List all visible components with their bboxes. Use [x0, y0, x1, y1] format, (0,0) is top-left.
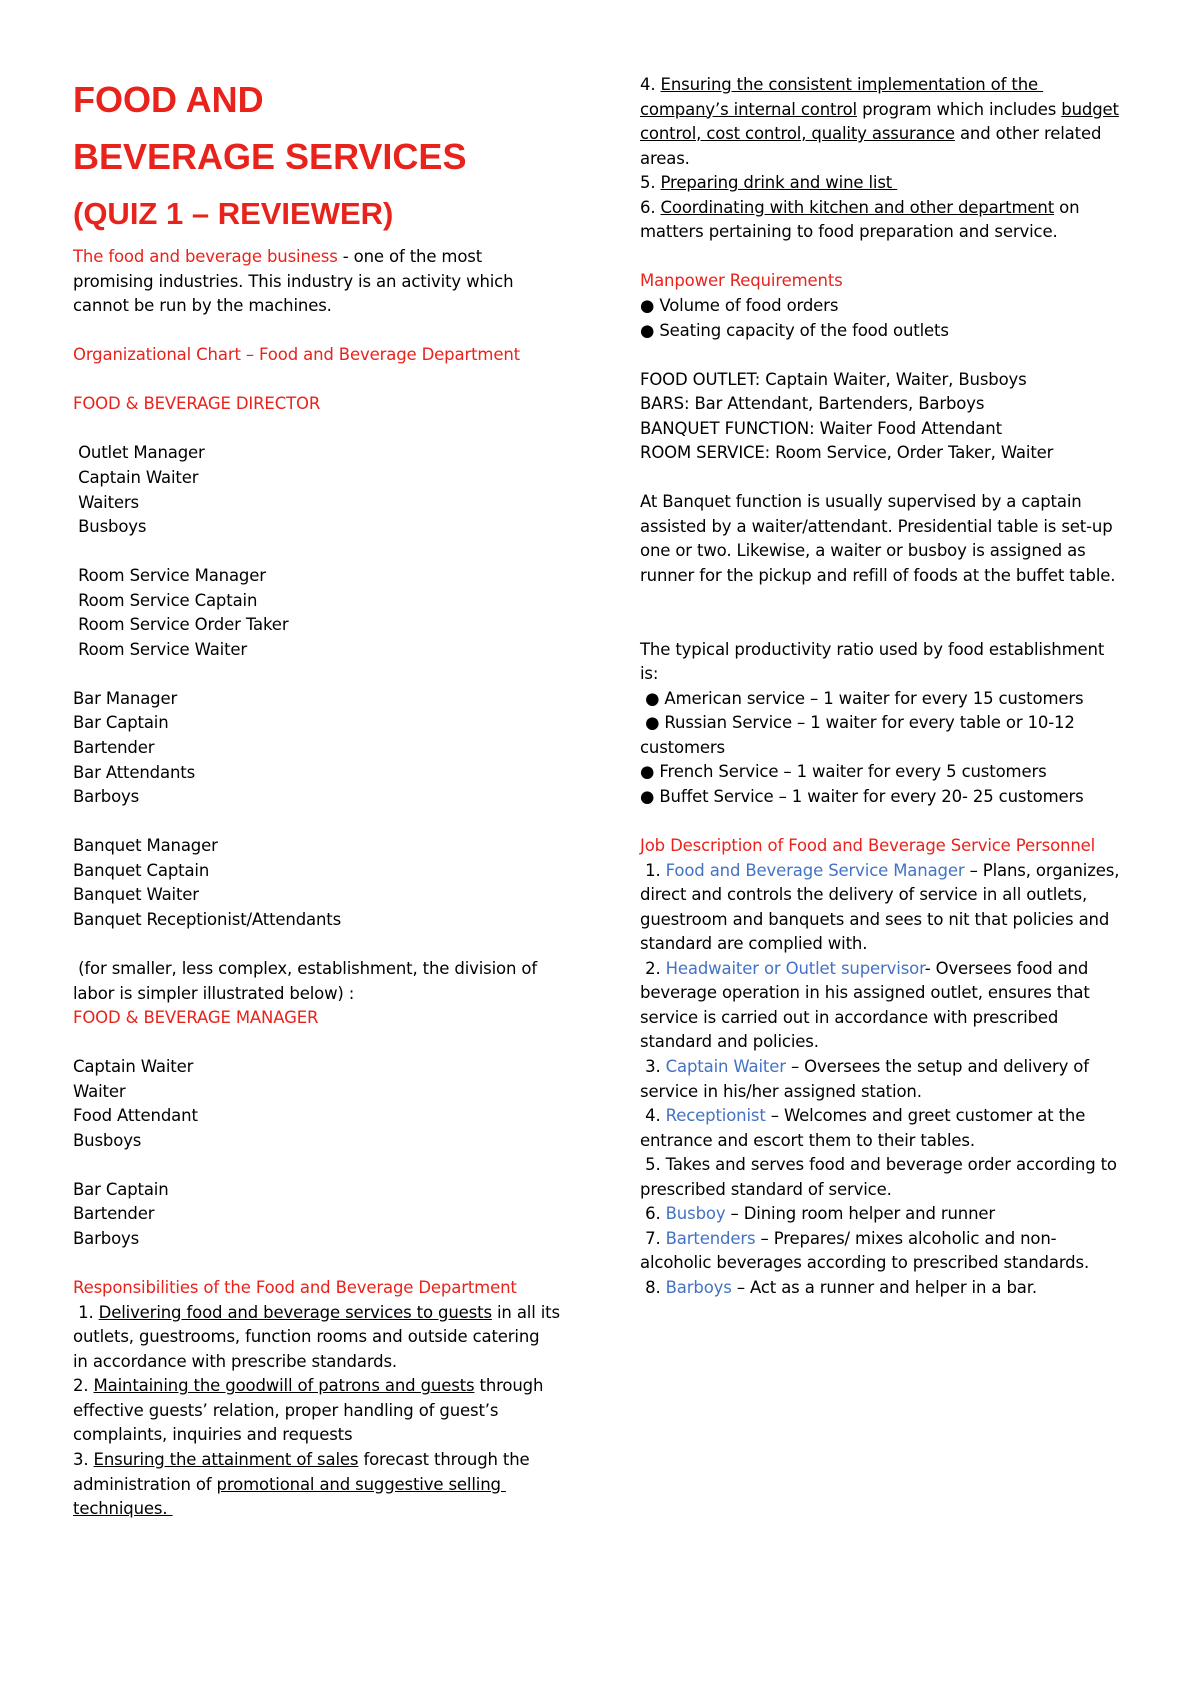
right-text-line [640, 539, 1086, 563]
right-text-line [640, 1080, 922, 1104]
left-text-line [73, 1399, 498, 1423]
text-run: Ensuring the consistent implementation of the [660, 75, 1044, 94]
text-run: BANQUET FUNCTION: Waiter Food Attendant [640, 418, 1002, 438]
text-run: Coordinating with kitchen and other department [660, 197, 1055, 217]
text-run: direct and controls the delivery of service in all outlets, [640, 885, 1088, 905]
text-run: Busboys [73, 517, 147, 537]
text-run: Delivering food and beverage services to guests [98, 1302, 492, 1322]
text-run: ● American service – 1 waiter for every 15 customers [640, 688, 1084, 708]
right-text-line [640, 834, 1095, 858]
right-text-line [640, 883, 1087, 907]
left-text-line [73, 982, 354, 1006]
left-text-line [73, 392, 320, 416]
text-run: 1. [73, 1302, 99, 1322]
text-run: 4. [640, 1106, 666, 1126]
text-run: At Banquet function is usually supervised by a captain [640, 492, 1082, 512]
right-text-line [640, 392, 984, 416]
text-run: Maintaining the goodwill of patrons and guests [93, 1376, 475, 1396]
left-text-line [73, 859, 209, 883]
right-text-line [640, 122, 1101, 146]
left-text-line [73, 1325, 539, 1349]
text-run: service in his/her assigned station. [640, 1081, 922, 1101]
text-run: 2. [73, 1376, 94, 1396]
right-text-line [640, 1006, 1058, 1030]
left-text-line [73, 1080, 125, 1104]
text-run: Bartender [73, 738, 155, 757]
text-run: one or two. Likewise, a waiter or busboy is assigned as [640, 541, 1086, 561]
text-run: 5. Takes and serves food and beverage order according to [640, 1155, 1117, 1175]
text-run: is: [640, 664, 659, 684]
text-run: administration of [73, 1474, 217, 1494]
left-text-line [73, 1202, 154, 1226]
left-text-line [73, 1374, 543, 1398]
left-text-line [73, 957, 537, 981]
right-text-line [640, 638, 1104, 662]
right-text-line [640, 1227, 1057, 1251]
text-run: control, cost control, quality assurance [640, 124, 955, 144]
left-text-line [73, 1104, 198, 1128]
text-run: – Prepares/ mixes alcoholic and non- [755, 1228, 1057, 1248]
text-run: Receptionist [665, 1106, 766, 1126]
text-run: The typical productivity ratio used by food establishment [640, 639, 1105, 659]
left-text-line [73, 343, 520, 367]
right-text-line [640, 1129, 975, 1153]
left-text-line [73, 1227, 139, 1251]
text-run: 6. [640, 197, 661, 217]
text-run: BARS: Bar Attendant, Bartenders, Barboys [640, 394, 985, 414]
left-text-line [73, 1129, 141, 1153]
text-run: Captain Waiter [73, 467, 199, 487]
text-run: Bar Captain [73, 713, 169, 733]
text-run: ● Russian Service – 1 waiter for every table or 10-12 [640, 713, 1075, 733]
left-text-line [73, 1276, 517, 1300]
right-text-line [640, 1251, 1089, 1275]
text-run: Captain Waiter [665, 1057, 786, 1076]
text-run: labor is simpler illustrated below) : [73, 983, 355, 1003]
right-text-line [640, 196, 1079, 220]
right-text-line [640, 859, 1119, 883]
text-run: Food Attendant [73, 1106, 198, 1126]
text-run: effective guests’ relation, proper handling of guest’s [73, 1400, 499, 1420]
text-run: Waiter [73, 1081, 126, 1101]
doc-title-line-3: (QUIZ 1 – REVIEWER) [73, 196, 394, 231]
text-run: entrance and escort them to their tables. [640, 1130, 975, 1150]
text-run: on [1054, 197, 1080, 217]
right-text-line [640, 417, 1002, 441]
text-run: service is carried out in accordance with prescribed [640, 1007, 1059, 1027]
text-run: Barboys [73, 787, 140, 807]
text-run: ● Buffet Service – 1 waiter for every 20- 25 customers [640, 786, 1084, 806]
text-run: runner for the pickup and refill of foods at the buffet table. [640, 566, 1116, 585]
right-text-line [640, 785, 1084, 809]
text-run: matters pertaining to food preparation and service. [640, 222, 1058, 242]
right-text-line [640, 294, 838, 318]
right-text-line [640, 220, 1058, 244]
left-text-line [73, 441, 205, 465]
text-run: and other related [954, 124, 1102, 144]
text-run: Busboys [73, 1130, 142, 1150]
text-run: ● French Service – 1 waiter for every 5 customers [640, 762, 1047, 782]
text-run: Room Service Order Taker [73, 615, 289, 635]
left-text-line [73, 466, 198, 490]
right-text-line [640, 73, 1043, 97]
text-run: – Oversees the setup and delivery of [785, 1057, 1089, 1076]
right-text-line [640, 1055, 1089, 1079]
text-run: 1. [640, 860, 666, 880]
right-text-line [640, 1104, 1085, 1128]
right-text-line [640, 662, 658, 686]
left-text-line [73, 1448, 530, 1472]
text-run: standard and policies. [640, 1032, 819, 1052]
text-run: 3. [73, 1449, 94, 1469]
left-text-line [73, 613, 288, 637]
text-run: budget [1061, 99, 1119, 119]
left-text-line [73, 294, 332, 318]
text-run: Banquet Receptionist/Attendants [73, 909, 342, 929]
text-run: Banquet Waiter [73, 885, 199, 905]
text-run: 5. [640, 173, 661, 193]
right-text-line [640, 687, 1083, 711]
left-text-line [73, 834, 218, 858]
left-text-line [73, 270, 513, 294]
left-text-line [73, 908, 341, 932]
text-run: cannot be run by the machines. [73, 296, 332, 316]
left-text-line [73, 1301, 560, 1325]
text-run: Bar Attendants [73, 762, 196, 782]
left-text-line [73, 589, 257, 613]
right-text-line [640, 932, 867, 956]
right-text-line [640, 1276, 1037, 1300]
left-text-line [73, 1497, 173, 1521]
right-text-line [640, 269, 843, 293]
left-text-line [73, 687, 177, 711]
left-text-line [73, 245, 482, 269]
text-run: promotional and suggestive selling [216, 1474, 506, 1494]
text-run: Job Description of Food and Beverage Service Personnel [640, 836, 1096, 856]
text-run: Barboys [73, 1229, 140, 1248]
text-run: Room Service Waiter [73, 639, 248, 659]
text-run: - Oversees food and [924, 958, 1089, 978]
right-text-line [640, 171, 897, 195]
left-text-line [73, 491, 139, 515]
left-text-line [73, 564, 266, 588]
text-run: Bartender [73, 1204, 155, 1224]
left-text-line [73, 761, 195, 785]
text-run: prescribed standard of service. [640, 1179, 892, 1199]
text-run: techniques. [73, 1499, 173, 1519]
text-run: - one of the most [337, 247, 483, 266]
left-text-line [73, 736, 154, 760]
text-run: Room Service Manager [73, 566, 266, 586]
doc-title-line-1: FOOD AND [73, 79, 264, 120]
right-text-line [640, 515, 1113, 539]
text-run: ● Volume of food orders [640, 295, 839, 315]
left-text-line [73, 1473, 506, 1497]
text-run: Manpower Requirements [640, 271, 843, 291]
text-run: outlets, guestrooms, function rooms and outside catering [73, 1327, 540, 1347]
text-run: standard are complied with. [640, 934, 868, 954]
text-run: areas. [640, 148, 690, 168]
text-run: Busboy [665, 1204, 726, 1224]
text-run: Ensuring the attainment of sales [93, 1449, 359, 1469]
text-run: through [474, 1376, 544, 1396]
left-text-line [73, 1006, 318, 1030]
text-run: ● Seating capacity of the food outlets [640, 320, 949, 340]
text-run: Banquet Captain [73, 860, 210, 880]
text-run: – Dining room helper and runner [725, 1204, 996, 1224]
text-run: 2. [640, 958, 666, 978]
right-text-line [640, 564, 1115, 588]
text-run: Bar Captain [73, 1179, 169, 1199]
right-text-line [640, 98, 1119, 122]
text-run: 8. [640, 1277, 666, 1297]
text-run: 3. [640, 1057, 666, 1076]
left-text-line [73, 1178, 169, 1202]
text-run: ROOM SERVICE: Room Service, Order Taker, Waiter [640, 443, 1054, 463]
right-text-line [640, 1153, 1117, 1177]
text-run: promising industries. This industry is an activity which [73, 271, 514, 291]
right-text-line [640, 441, 1053, 465]
right-text-line [640, 760, 1047, 784]
text-run: Headwaiter or Outlet supervisor [665, 958, 925, 978]
text-run: forecast through the [358, 1449, 530, 1469]
text-run: in all its [491, 1302, 560, 1322]
text-run: complaints, inquiries and requests [73, 1425, 353, 1445]
right-text-line [640, 1030, 819, 1054]
right-text-line [640, 368, 1027, 392]
text-run: Room Service Captain [73, 590, 258, 610]
left-text-line [73, 785, 139, 809]
text-run: Preparing drink and wine list [660, 173, 898, 193]
text-run: – Welcomes and greet customer at the [765, 1106, 1086, 1126]
text-run: assisted by a waiter/attendant. Presidential table is set-up [640, 516, 1113, 536]
left-text-line [73, 1350, 397, 1374]
right-text-line [640, 711, 1075, 735]
text-run: Waiters [73, 492, 140, 512]
text-run: – Plans, organizes, [964, 860, 1120, 880]
text-run: in accordance with prescribe standards. [73, 1351, 398, 1371]
left-text-line [73, 1055, 193, 1079]
left-text-line [73, 711, 169, 735]
text-run: Food and Beverage Service Manager [665, 860, 965, 880]
text-run: alcoholic beverages according to prescribed standards. [640, 1253, 1090, 1273]
right-text-line [640, 147, 690, 171]
text-run: Bar Manager [73, 688, 178, 708]
right-text-line [640, 1202, 995, 1226]
text-run: customers [640, 737, 725, 757]
right-text-line [640, 490, 1082, 514]
text-run: Banquet Manager [73, 836, 218, 856]
text-run: (for smaller, less complex, establishment, the division of [73, 958, 538, 978]
left-text-line [73, 515, 146, 539]
text-run: Responsibilities of the Food and Beverage Department [73, 1278, 517, 1298]
text-run: Barboys [665, 1277, 732, 1297]
text-run: FOOD & BEVERAGE DIRECTOR [73, 394, 321, 414]
text-run: guestroom and banquets and sees to nit that policies and [640, 909, 1110, 929]
text-run: program which includes [856, 99, 1062, 119]
left-text-line [73, 1423, 352, 1447]
right-text-line [640, 319, 949, 343]
text-run: Captain Waiter [73, 1057, 194, 1077]
right-text-line [640, 1178, 892, 1202]
right-text-line [640, 908, 1109, 932]
text-run: FOOD OUTLET: Captain Waiter, Waiter, Busboys [640, 369, 1027, 389]
left-text-line [73, 883, 199, 907]
right-text-line [640, 957, 1088, 981]
text-run: – Act as a runner and helper in a bar. [731, 1277, 1037, 1297]
text-run: Organizational Chart – Food and Beverage Department [73, 345, 520, 365]
text-run: Outlet Manager [73, 443, 205, 463]
text-run: Bartenders [665, 1228, 756, 1248]
right-text-line [640, 981, 1090, 1005]
right-text-line [640, 736, 725, 760]
text-run: 7. [640, 1228, 666, 1248]
text-run: FOOD & BEVERAGE MANAGER [73, 1008, 319, 1028]
text-run: beverage operation in his assigned outlet, ensures that [640, 983, 1090, 1003]
left-text-line [73, 638, 247, 662]
text-run: company’s internal control [640, 99, 857, 119]
text-run: 6. [640, 1204, 666, 1224]
text-run: 4. [640, 75, 661, 94]
text-run: The food and beverage business [73, 247, 338, 266]
doc-title-line-2: BEVERAGE SERVICES [73, 136, 467, 177]
